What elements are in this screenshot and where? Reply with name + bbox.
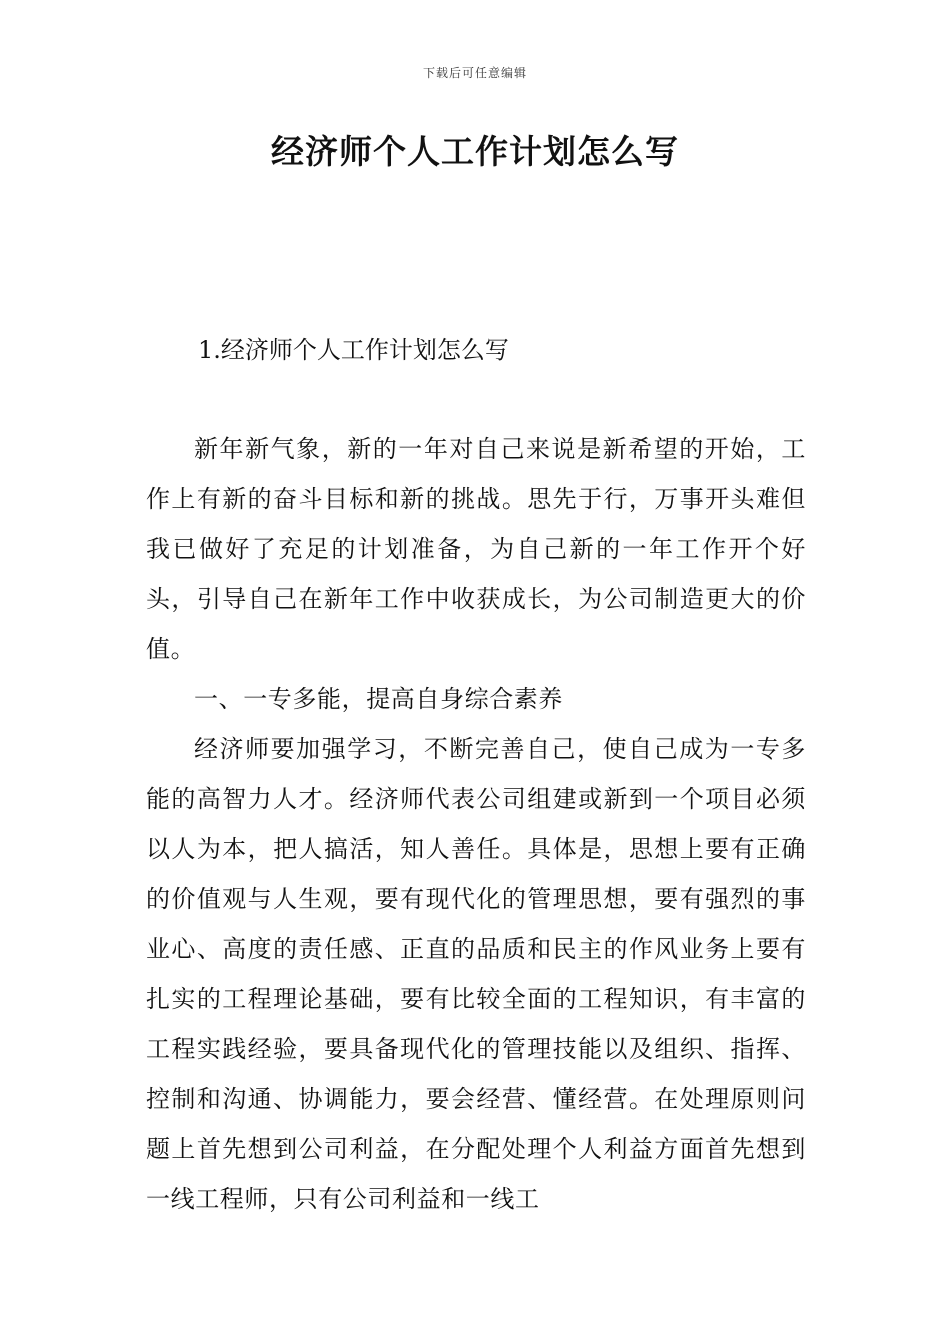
body-text bbox=[146, 424, 806, 1224]
paragraph-body: 经济师要加强学习，不断完善自己，使自己成为一专多能的高智力人才。经济师代表公司组建或新到一个项目必须以人为本，把人搞活，知人善任。具体是，思想上要有正确的价值观与人生观，要有现代化的管理思想，要有强烈的事业心、高度的责任感、正直的品质和民主的作风业务上要有扎实的工程理论基础，要有比较全面的工程知识，有丰富的工程实践经验，要具备现代化的管理技能以及组织、指挥、控制和沟通、协调能力，要会经营、懂经营。在处理原则问题上首先想到公司利益，在分配处理个人利益方面首先想到一线工程师，只有公司利益和一线工 bbox=[146, 735, 806, 1213]
paragraph-subheading: 一、一专多能，提高自身综合素养 bbox=[194, 685, 563, 713]
header-note: 下载后可任意编辑 bbox=[422, 66, 527, 80]
paragraph-intro: 新年新气象，新的一年对自己来说是新希望的开始，工作上有新的奋斗目标和新的挑战。思先于行，万事开头难但我已做好了充足的计划准备，为自己新的一年工作开个好头，引导自己在新年工作中收获成长，为公司制造更大的价值。 bbox=[146, 435, 806, 663]
document-title: 经济师个人工作计划怎么写 bbox=[271, 132, 679, 171]
section-heading: 1.经济师个人工作计划怎么写 bbox=[198, 336, 509, 364]
